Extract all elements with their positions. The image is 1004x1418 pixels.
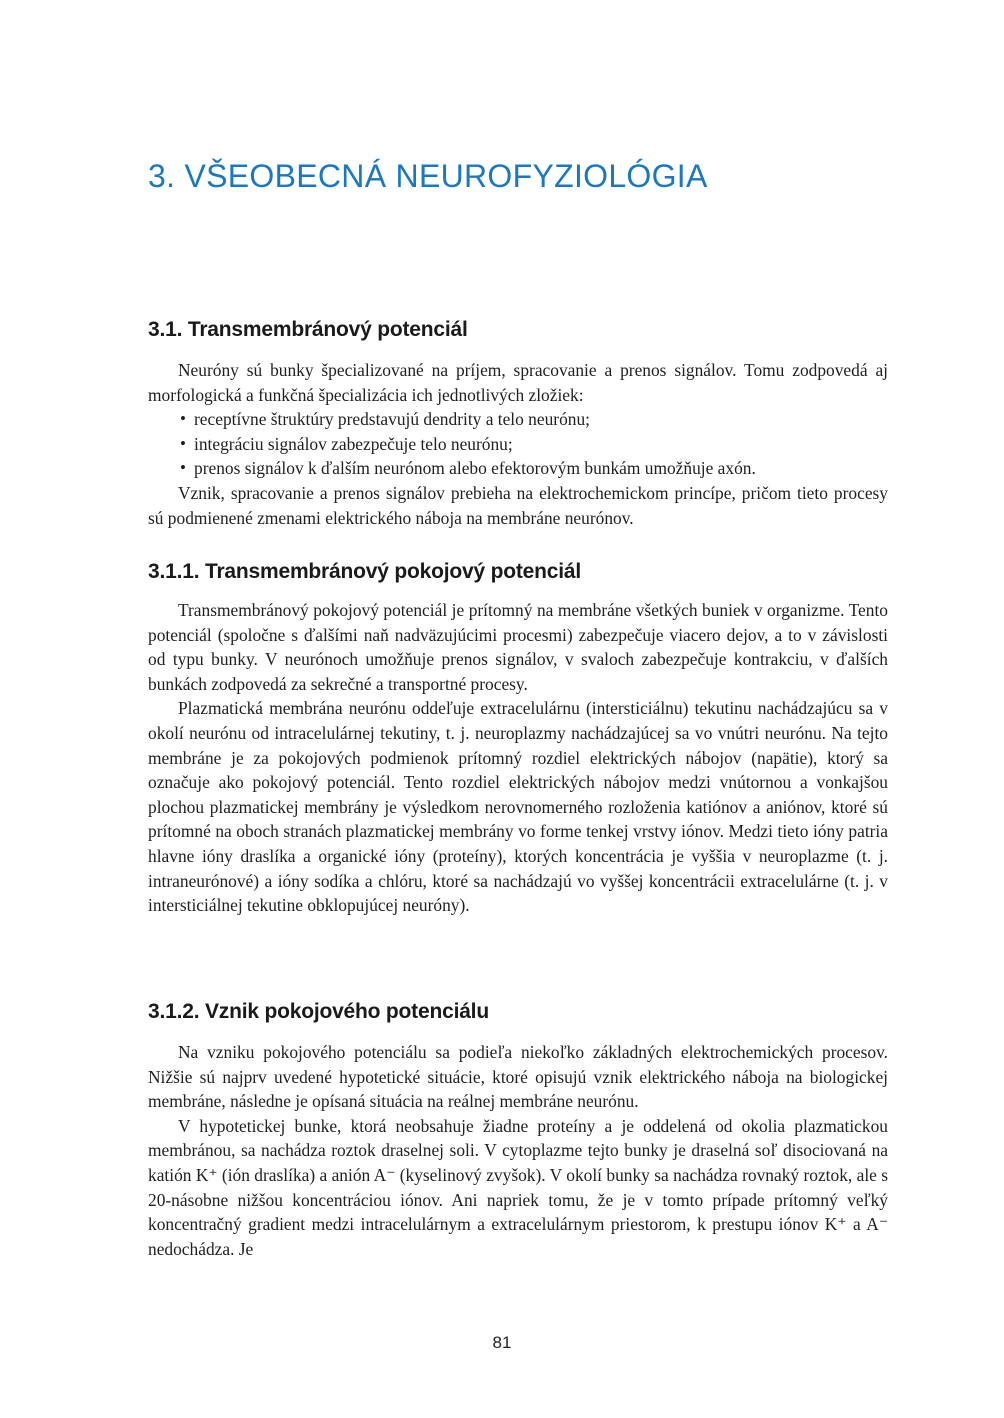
list-item-text: receptívne štruktúry predstavujú dendrity a telo neurónu;: [194, 409, 591, 430]
section-heading-3-1: 3.1. Transmembránový potenciál: [148, 318, 468, 341]
paragraph: Plazmatická membrána neurónu oddeľuje extracelulárnu (intersticiálnu) tekutinu nachádzajúcu sa v okolí neurónu od intracelulárnej tekutiny, t. j. neuroplazmy nachádzajúcej sa vo vnútri neurónu. Na tejto membráne je za pokojových podmienok prítomný rozdiel elektrických nábojov (napätie), ktorý sa označuje ako pokojový potenciál. Tento rozdiel elektrických nábojov medzi vnútornou a vonkajšou plochou plazmatickej membrány je výsledkom nerovnomerného rozloženia katiónov a aniónov, ktoré sú prítomné na oboch stranách plazmatickej membrány vo forme tenkej vrstvy iónov. Medzi tieto ióny patria hlavne ióny draslíka a organické ióny (proteíny), ktorých koncentrácia je vyššia v neuroplazme (t. j. intraneurónové) a ióny sodíka a chlóru, ktoré sa nachádzajú vo vyššej koncentrácii extracelulárne (t. j. v intersticiálnej tekutine obklopujúcej neuróny).: [148, 698, 888, 916]
section-body-3-1: [148, 358, 888, 530]
list-item: [148, 432, 888, 457]
section-body-3-1-2: [148, 1040, 888, 1261]
paragraph: V hypotetickej bunke, ktorá neobsahuje žiadne proteíny a je oddelená od okolia plazmatickou membránou, sa nachádza roztok draselnej soli. V cytoplazme tejto bunky je draselná soľ disociovaná na katión K⁺ (ión draslíka) a anión A⁻ (kyselinový zvyšok). V okolí bunky sa nachádza rovnaký roztok, ale s 20-násobne nižšou koncentráciou iónov. Ani napriek tomu, že je v tomto prípade prítomný veľký koncentračný gradient medzi intracelulárnym a extracelulárnym priestorom, k prestupu iónov K⁺ a A⁻ nedochádza. Je: [148, 1115, 888, 1259]
bullet-list: [148, 407, 888, 481]
section-body-3-1-1: [148, 598, 888, 918]
paragraph: Transmembránový pokojový potenciál je prítomný na membráne všetkých buniek v organizme. Tento potenciál (spoločne s ďalšími naň nadväzujúcimi procesmi) zabezpečuje viacero dejov, a to v závislosti od typu bunky. V neurónoch umožňuje prenos signálov, v svaloch zabezpečuje kontrakciu, v ďalších bunkách zodpovedá za sekrečné a transportné procesy.: [148, 600, 888, 694]
paragraph: Vznik, spracovanie a prenos signálov prebieha na elektrochemickom princípe, pričom tieto procesy sú podmienené zmenami elektrického náboja na membráne neurónov.: [148, 482, 888, 528]
list-item: [148, 456, 888, 481]
list-item-text: integráciu signálov zabezpečuje telo neurónu;: [194, 433, 513, 454]
section-heading-3-1-2: 3.1.2. Vznik pokojového potenciálu: [148, 1000, 489, 1023]
list-item-text: prenos signálov k ďalším neurónom alebo efektorovým bunkám umožňuje axón.: [194, 458, 756, 479]
list-item: [148, 407, 888, 432]
page-number: 81: [492, 1333, 512, 1352]
paragraph: Neuróny sú bunky špecializované na príjem, spracovanie a prenos signálov. Tomu zodpovedá aj morfologická a funkčná špecializácia ich jednotlivých zložiek:: [148, 360, 888, 405]
section-heading-3-1-1: 3.1.1. Transmembránový pokojový potenciál: [148, 560, 581, 583]
paragraph: Na vzniku pokojového potenciálu sa podieľa niekoľko základných elektrochemických procesov. Nižšie sú najprv uvedené hypotetické situácie, ktoré opisujú vznik elektrického náboja na biologickej membráne, následne je opísaná situácia na reálnej membráne neurónu.: [148, 1042, 888, 1112]
chapter-title: 3. VŠEOBECNÁ NEUROFYZIOLÓGIA: [148, 158, 708, 194]
